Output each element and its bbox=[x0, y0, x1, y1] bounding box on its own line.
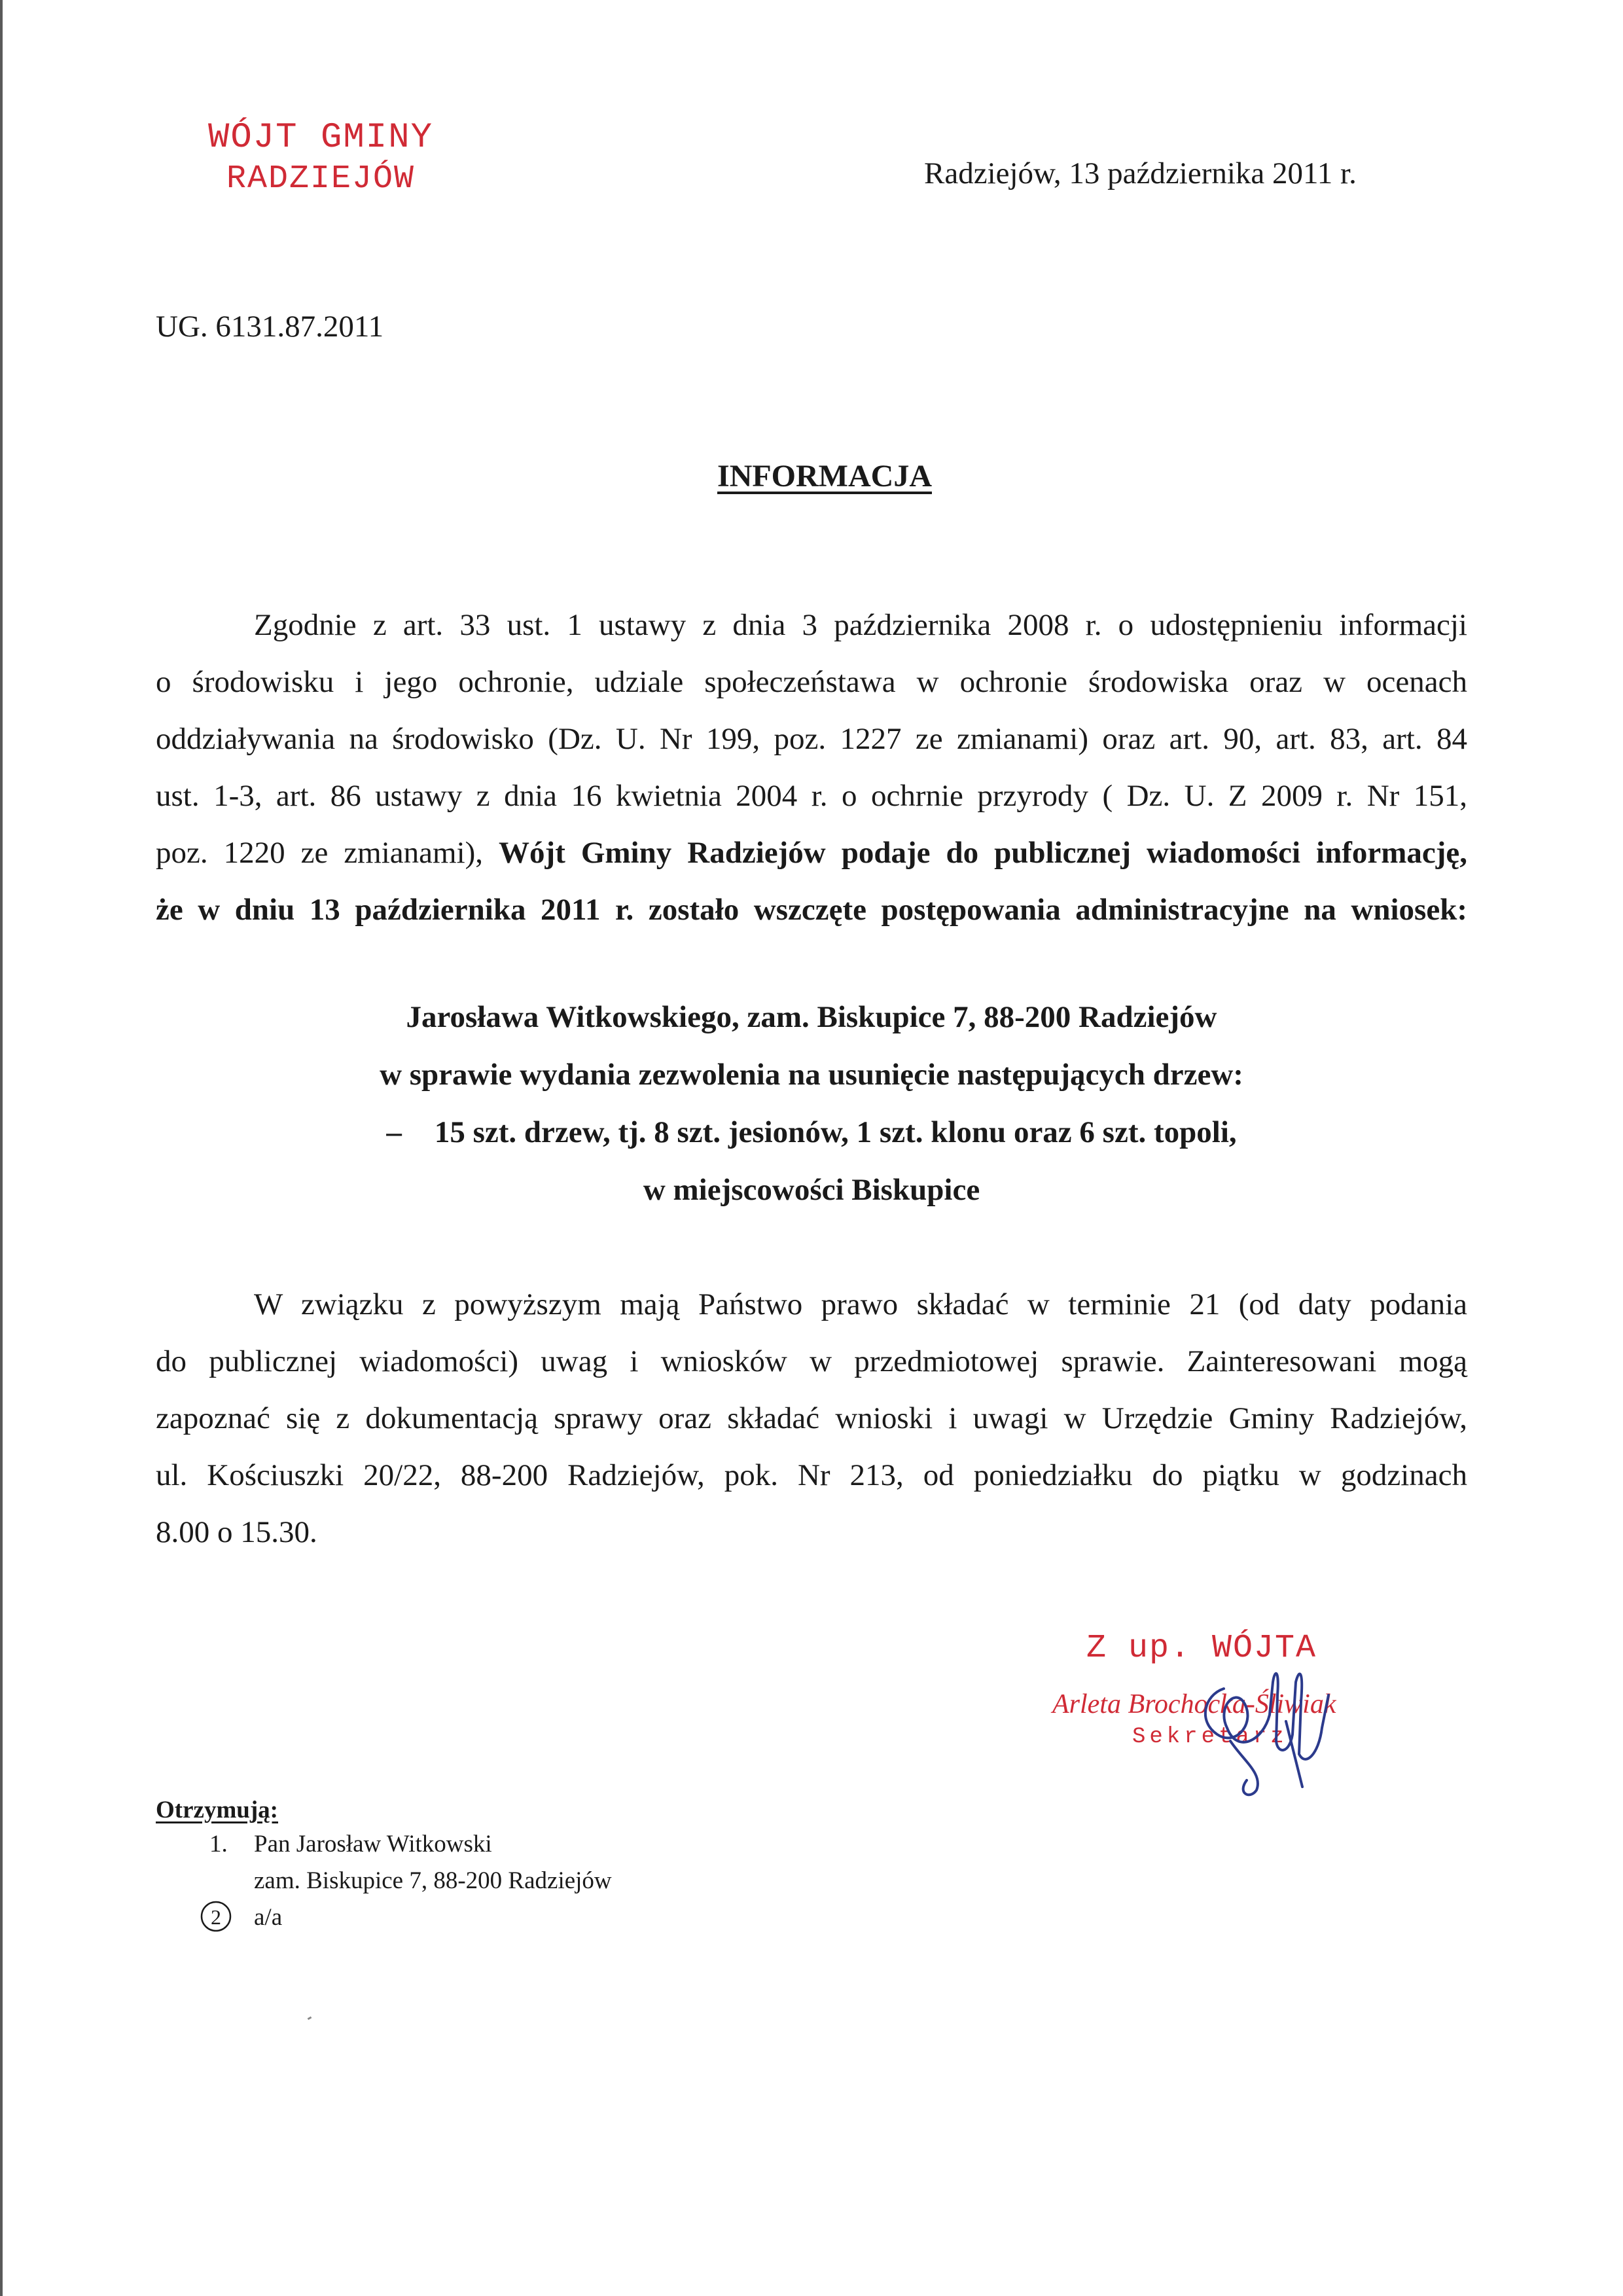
document-title bbox=[0, 458, 1623, 494]
paragraph-line-normal: poz. 1220 ze zmianami), bbox=[156, 836, 499, 870]
paragraph-line: ul. Kościuszki 20/22, 88-200 Radziejów, pok. Nr 213, od poniedziałku do piątku w godzinach bbox=[156, 1458, 1467, 1492]
handwritten-circle-number bbox=[198, 1898, 234, 1935]
dash-bullet: – bbox=[386, 1115, 402, 1149]
list-item-text: zam. Biskupice 7, 88-200 Radziejów bbox=[254, 1867, 612, 1894]
stamp-line-1: WÓJT GMINY bbox=[207, 118, 434, 158]
list-item-continuation bbox=[156, 1864, 612, 1901]
paragraph-line bbox=[156, 825, 1467, 882]
paragraph-line: do publicznej wiadomości) uwag i wniosków w przedmiotowej sprawie. Zainteresowani mogą bbox=[156, 1344, 1467, 1378]
signature-stamp-line-2: Arleta Brochocka-Śliwiak bbox=[1052, 1689, 1336, 1719]
scan-speck bbox=[308, 2017, 312, 2020]
list-item-number: 1. bbox=[209, 1831, 228, 1857]
trees-description: 15 szt. drzew, tj. 8 szt. jesionów, 1 szt. klonu oraz 6 szt. topoli, bbox=[434, 1115, 1237, 1149]
list-item-text: Pan Jarosław Witkowski bbox=[254, 1831, 492, 1857]
stamp-line-2: RADZIEJÓW bbox=[226, 160, 416, 198]
list-item-text: a/a bbox=[254, 1904, 283, 1931]
recipients-heading: Otrzymują: bbox=[156, 1797, 278, 1823]
paragraph-line: W związku z powyższym mają Państwo prawo składać w terminie 21 (od daty podania bbox=[254, 1287, 1467, 1321]
paragraph-line: Zgodnie z art. 33 ust. 1 ustawy z dnia 3 października 2008 r. o udostępnieniu informacji bbox=[254, 608, 1467, 642]
applicant-subject: w sprawie wydania zezwolenia na usunięcie następujących drzew: bbox=[380, 1058, 1243, 1092]
header-stamp bbox=[177, 117, 465, 199]
list-item-number: 2 bbox=[211, 1905, 221, 1929]
applicant-block bbox=[0, 988, 1623, 1219]
paragraph-rights bbox=[156, 1276, 1467, 1561]
paragraph-line: o środowisku i jego ochronie, udziale społeczeństawa w ochronie środowiska oraz w ocenach bbox=[156, 665, 1467, 699]
paragraph-legal-basis bbox=[156, 597, 1467, 939]
recipients-list bbox=[156, 1793, 612, 1937]
handwritten-signature bbox=[1165, 1643, 1335, 1800]
paragraph-line-bold: Wójt Gminy Radziejów podaje do publicznej wiadomości informację, bbox=[499, 836, 1468, 870]
reference-number: UG. 6131.87.2011 bbox=[156, 310, 384, 344]
paragraph-line: zapoznać się z dokumentacją sprawy oraz składać wnioski i uwagi w Urzędzie Gminy Radziejów, bbox=[156, 1401, 1467, 1435]
paragraph-line: 8.00 o 15.30. bbox=[156, 1515, 317, 1549]
signature-stamp bbox=[1047, 1630, 1387, 1800]
signature-stamp-line-1: Z up. WÓJTA bbox=[1086, 1630, 1317, 1667]
list-item bbox=[156, 1827, 492, 1864]
applicant-location: w miejscowości Biskupice bbox=[643, 1173, 980, 1207]
trees-list-item bbox=[0, 1103, 1623, 1161]
signature-stamp-line-3: Sekretarz bbox=[1132, 1725, 1288, 1749]
paragraph-line: ust. 1-3, art. 86 ustawy z dnia 16 kwietnia 2004 r. o ochrnie przyrody ( Dz. U. Z 2009 r. Nr 151, bbox=[156, 779, 1467, 813]
paragraph-line-bold: że w dniu 13 października 2011 r. zostało wszczęte postępowania administracyjne na wniosek: bbox=[156, 893, 1467, 927]
document-date: Radziejów, 13 października 2011 r. bbox=[924, 156, 1357, 190]
list-item bbox=[156, 1901, 283, 1937]
applicant-name: Jarosława Witkowskiego, zam. Biskupice 7, 88-200 Radziejów bbox=[406, 1000, 1217, 1034]
title-text: INFORMACJA bbox=[717, 459, 932, 493]
paragraph-line: oddziaływania na środowisko (Dz. U. Nr 199, poz. 1227 ze zmianami) oraz art. 90, art. 83, art. 84 bbox=[156, 722, 1467, 756]
